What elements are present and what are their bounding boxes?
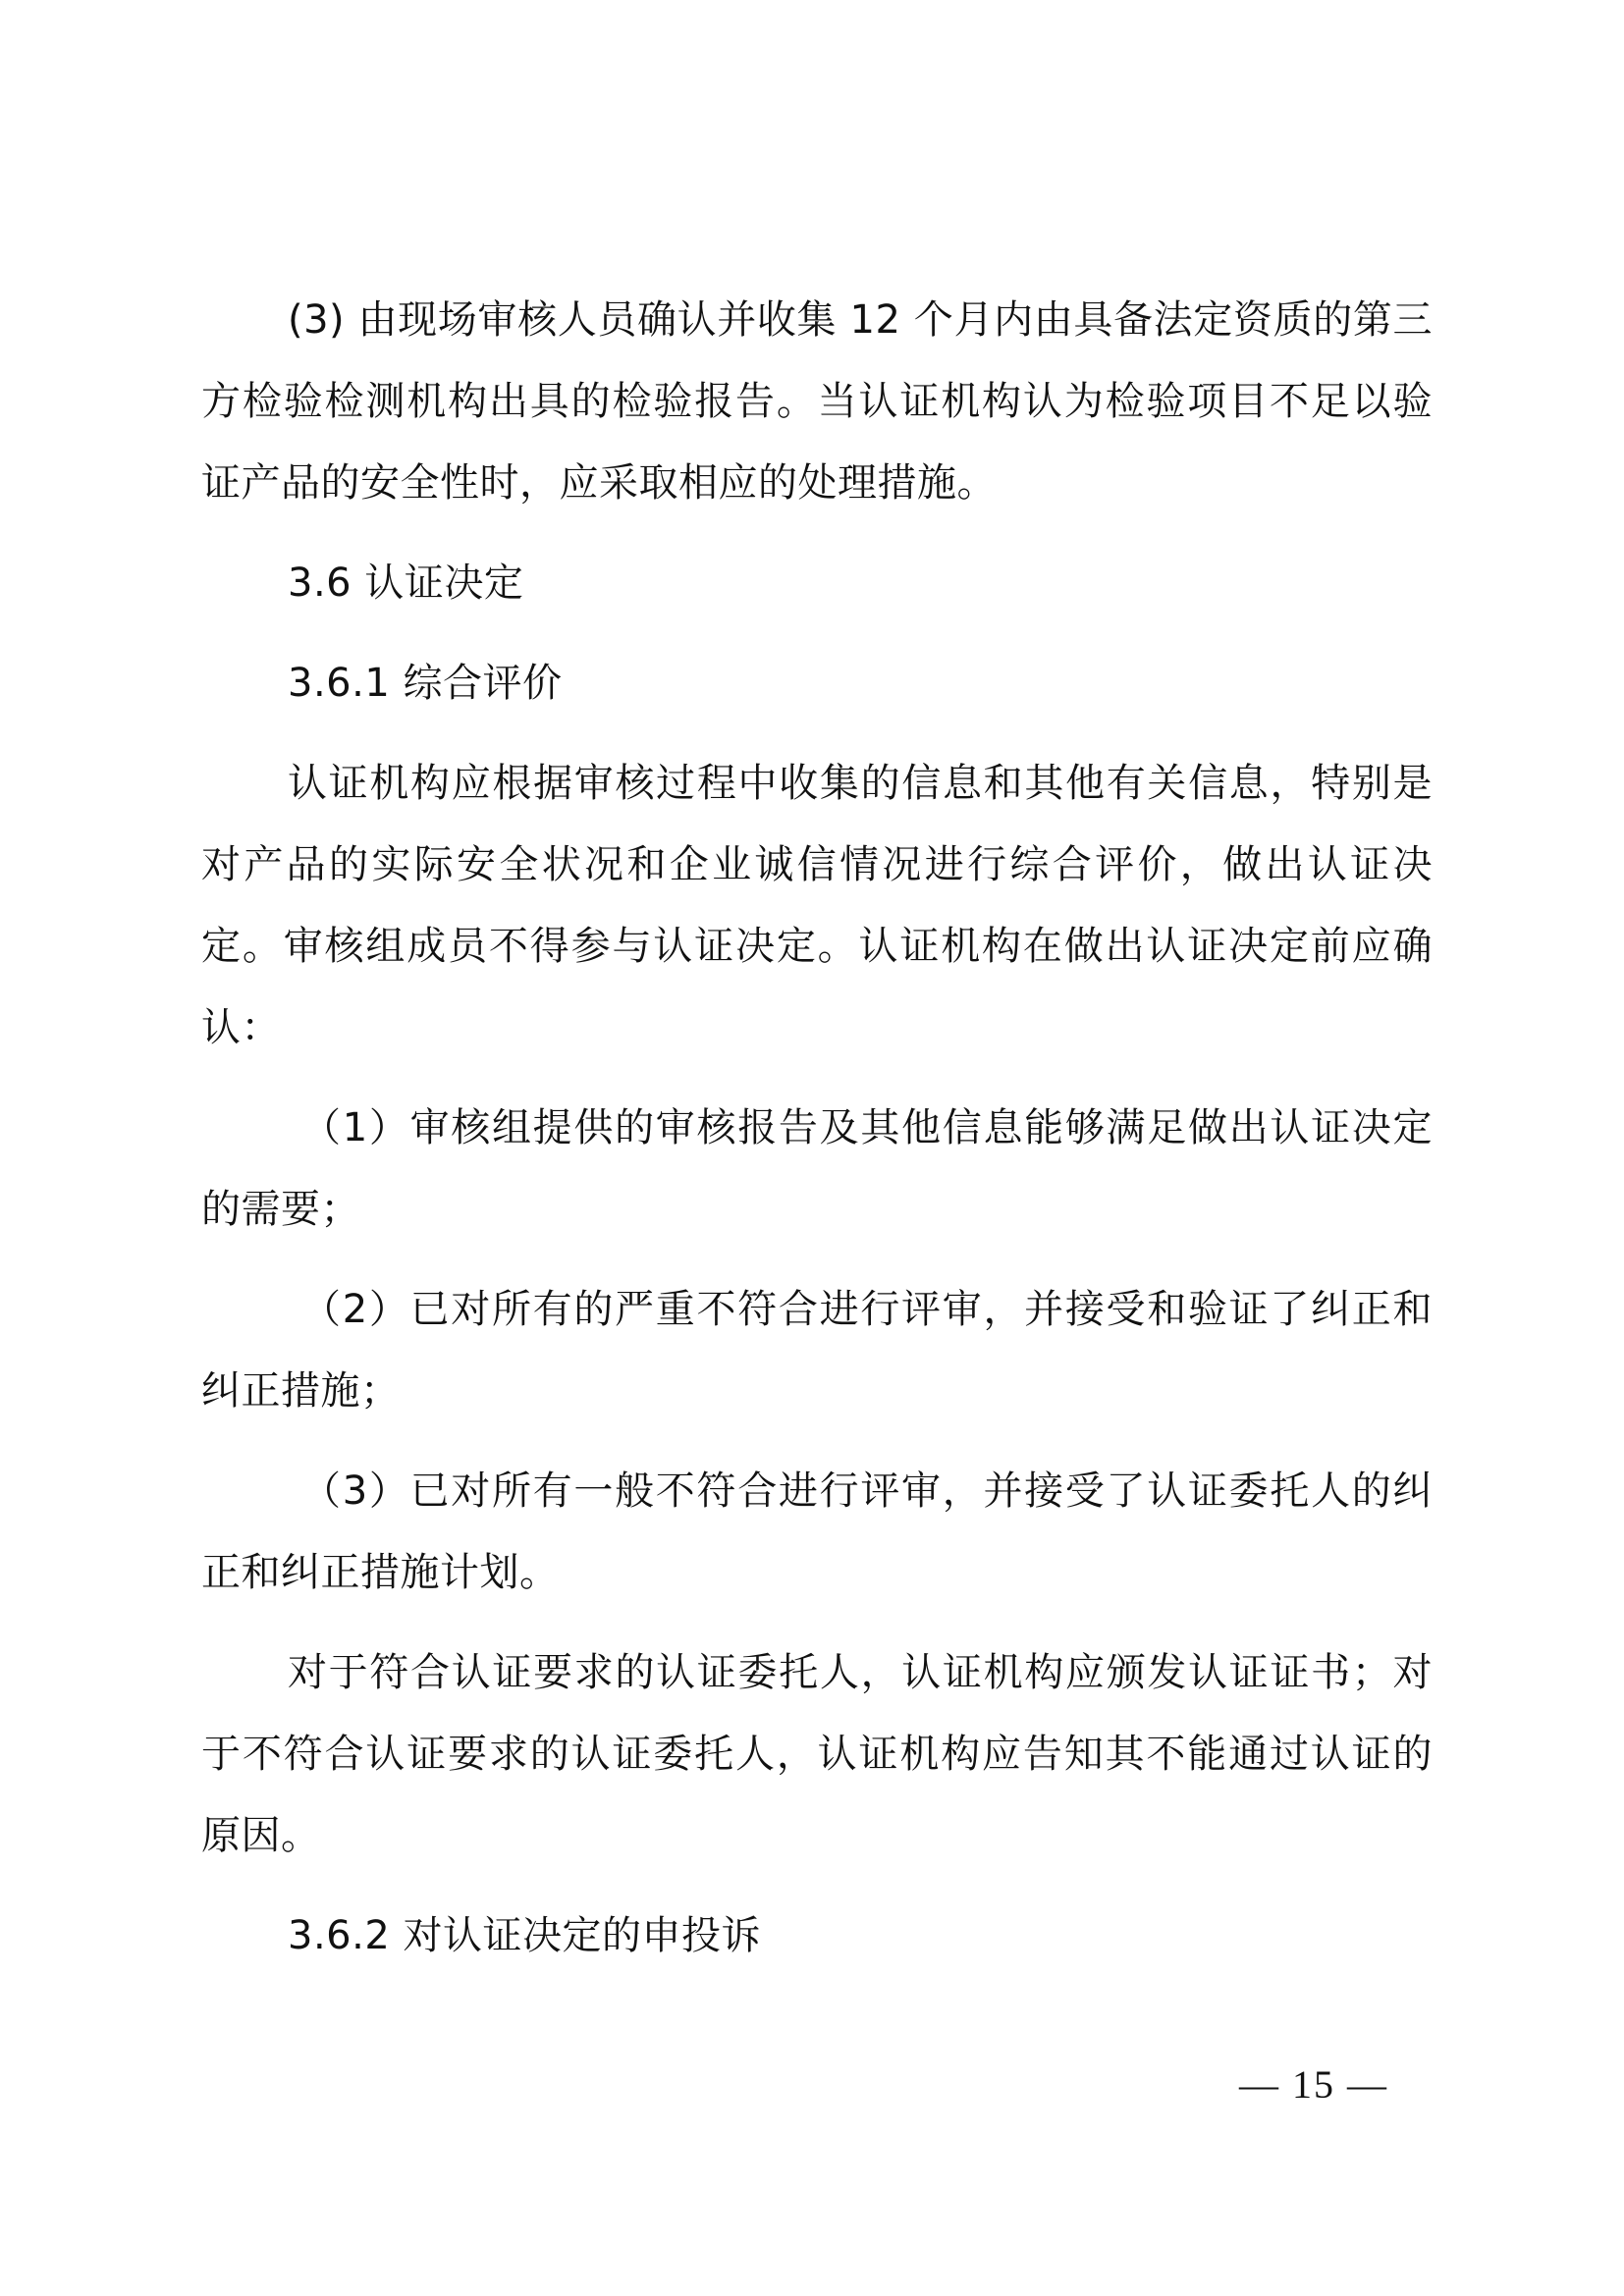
page-content	[201, 280, 1433, 1996]
section-heading-3-6-2: 3.6.2 对认证决定的申投诉	[288, 1913, 761, 1958]
paragraph-comprehensive-evaluation: 认证机构应根据审核过程中收集的信息和其他有关信息，特别是对产品的实际安全状况和企业诚信情况进行综合评价，做出认证决定。审核组成员不得参与认证决定。认证机构在做出认证决定前应确认：	[201, 761, 1433, 1050]
list-item-1: （1）审核组提供的审核报告及其他信息能够满足做出认证决定的需要；	[201, 1105, 1433, 1232]
paragraph-item-3-lab-report: (3) 由现场审核人员确认并收集 12 个月内由具备法定资质的第三方检验检测机构出具的检验报告。当认证机构认为检验项目不足以验证产品的安全性时，应采取相应的处理措施。	[201, 297, 1433, 506]
list-item-3: （3）已对所有一般不符合进行评审，并接受了认证委托人的纠正和纠正措施计划。	[201, 1468, 1433, 1595]
page-number: — 15 —	[1239, 2062, 1388, 2107]
section-heading-3-6: 3.6 认证决定	[288, 561, 524, 606]
paragraph-certificate-issuance: 对于符合认证要求的认证委托人，认证机构应颁发认证证书；对于不符合认证要求的认证委托人，认证机构应告知其不能通过认证的原因。	[201, 1650, 1433, 1858]
list-item-2: （2）已对所有的严重不符合进行评审，并接受和验证了纠正和纠正措施；	[201, 1287, 1433, 1414]
section-heading-3-6-1: 3.6.1 综合评价	[288, 661, 563, 706]
